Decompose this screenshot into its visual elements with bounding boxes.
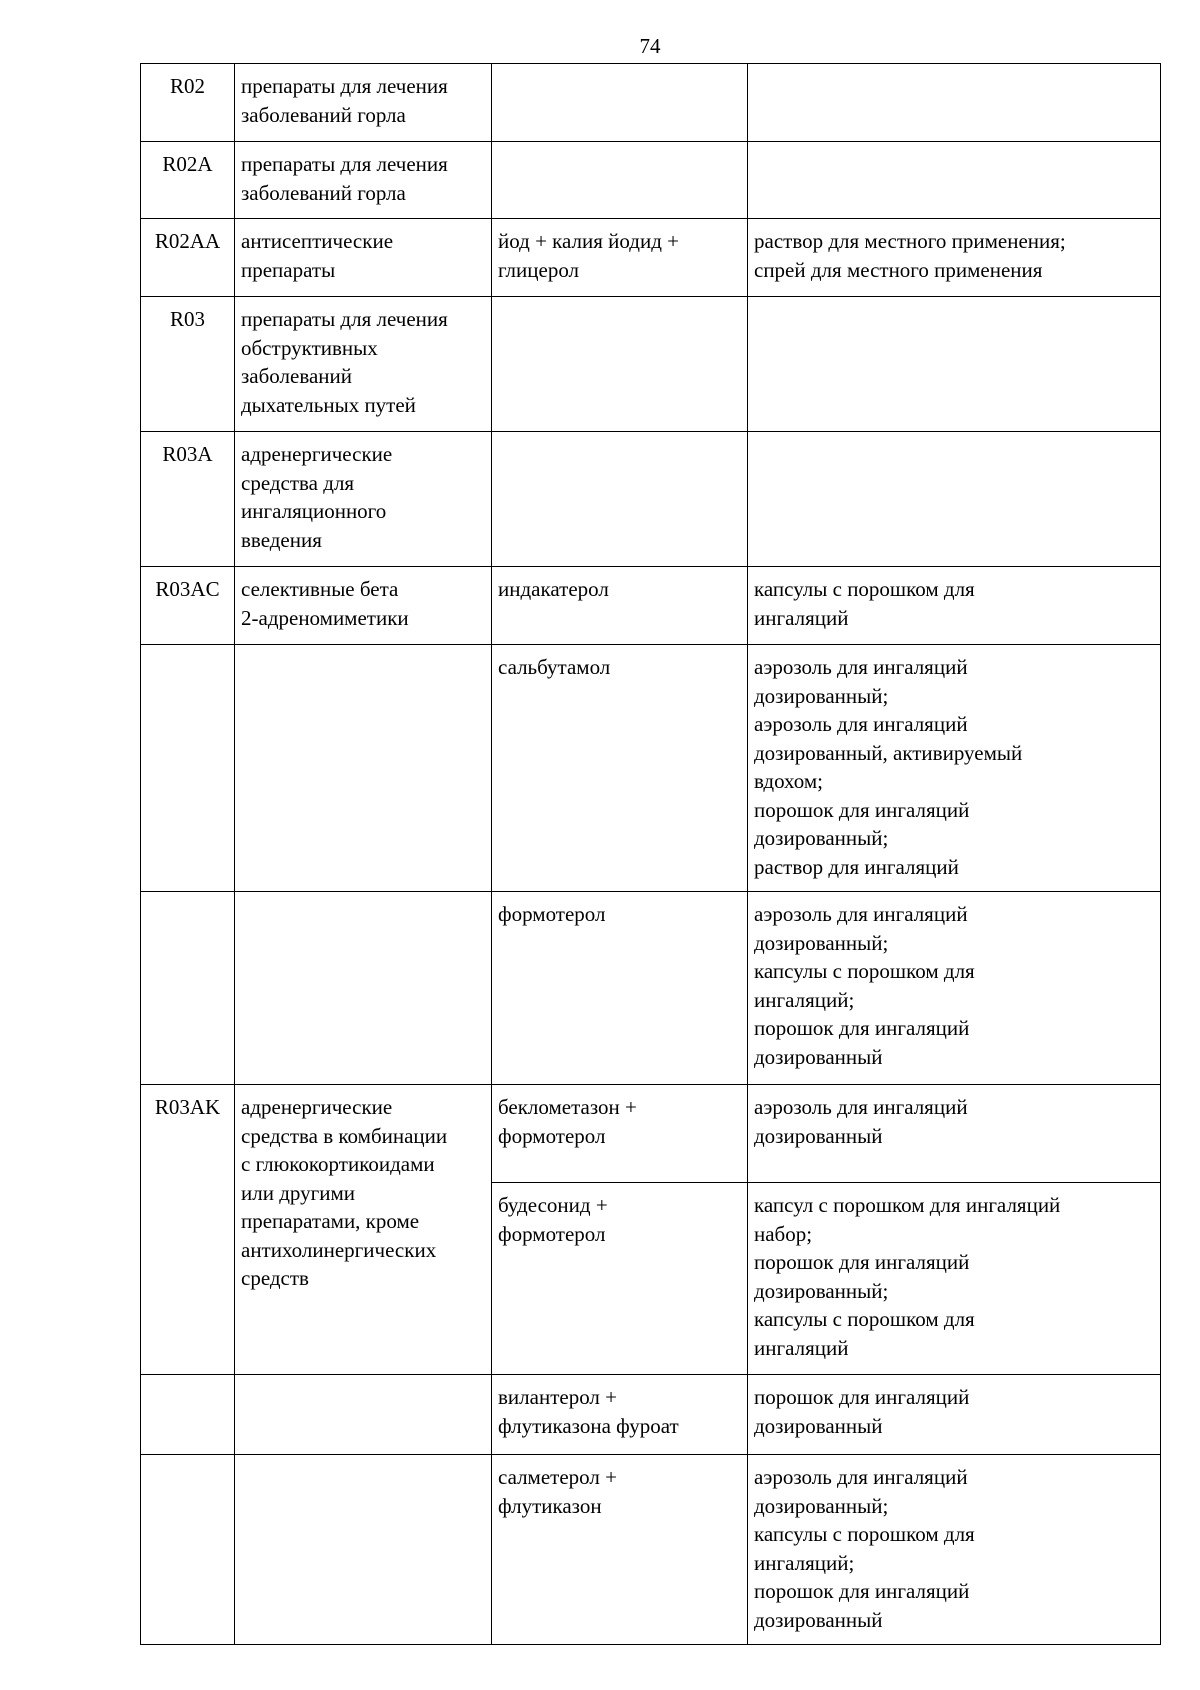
atc-code-cell: R02 — [141, 64, 235, 142]
drug-name-cell — [492, 297, 748, 432]
drug-name-cell: вилантерол + флутиказона фуроат — [492, 1375, 748, 1455]
pharmacological-group-cell: адренергические средства в комбинации с глюкокортикоидами или другими препаратами, кроме антихолинергических средств — [235, 1085, 492, 1375]
drug-name-cell — [492, 64, 748, 142]
atc-code-cell: R02AA — [141, 219, 235, 297]
pharmacological-group-cell — [235, 1375, 492, 1455]
table-row — [141, 1085, 1161, 1183]
atc-code-cell: R03AK — [141, 1085, 235, 1375]
dosage-form-cell: аэрозоль для ингаляций дозированный; капсулы с порошком для ингаляций; порошок для ингаляций дозированный — [748, 892, 1161, 1085]
pharmacological-group-cell: препараты для лечения заболеваний горла — [235, 64, 492, 142]
dosage-form-cell — [748, 64, 1161, 142]
table-row — [141, 567, 1161, 645]
drug-name-cell: салметерол + флутиказон — [492, 1455, 748, 1645]
pharmacological-group-cell: селективные бета 2-адреномиметики — [235, 567, 492, 645]
drug-table — [140, 63, 1161, 1645]
drug-name-cell: беклометазон + формотерол — [492, 1085, 748, 1183]
dosage-form-cell — [748, 297, 1161, 432]
dosage-form-cell — [748, 432, 1161, 567]
table-row — [141, 1455, 1161, 1645]
dosage-form-cell: раствор для местного применения; спрей для местного применения — [748, 219, 1161, 297]
table-row — [141, 432, 1161, 567]
dosage-form-cell: аэрозоль для ингаляций дозированный; аэрозоль для ингаляций дозированный, активируемый вдохом; порошок для ингаляций дозированный; раствор для ингаляций — [748, 645, 1161, 892]
drug-name-cell: формотерол — [492, 892, 748, 1085]
drug-name-cell: сальбутамол — [492, 645, 748, 892]
pharmacological-group-cell — [235, 645, 492, 892]
table-row — [141, 297, 1161, 432]
dosage-form-cell: порошок для ингаляций дозированный — [748, 1375, 1161, 1455]
table-row — [141, 64, 1161, 142]
dosage-form-cell: капсулы с порошком для ингаляций — [748, 567, 1161, 645]
pharmacological-group-cell — [235, 1455, 492, 1645]
atc-code-cell: R02A — [141, 142, 235, 219]
drug-name-cell: индакатерол — [492, 567, 748, 645]
atc-code-cell — [141, 645, 235, 892]
atc-code-cell: R03AC — [141, 567, 235, 645]
drug-name-cell: будесонид + формотерол — [492, 1183, 748, 1375]
drug-name-cell — [492, 142, 748, 219]
atc-code-cell: R03A — [141, 432, 235, 567]
atc-code-cell — [141, 892, 235, 1085]
table-row — [141, 219, 1161, 297]
atc-code-cell — [141, 1455, 235, 1645]
atc-code-cell: R03 — [141, 297, 235, 432]
table-row — [141, 645, 1161, 892]
pharmacological-group-cell: препараты для лечения обструктивных заболеваний дыхательных путей — [235, 297, 492, 432]
table-row — [141, 892, 1161, 1085]
drug-name-cell: йод + калия йодид + глицерол — [492, 219, 748, 297]
dosage-form-cell: капсул с порошком для ингаляций набор; порошок для ингаляций дозированный; капсулы с порошком для ингаляций — [748, 1183, 1161, 1375]
atc-code-cell — [141, 1375, 235, 1455]
dosage-form-cell: аэрозоль для ингаляций дозированный; капсулы с порошком для ингаляций; порошок для ингаляций дозированный — [748, 1455, 1161, 1645]
table-row — [141, 1375, 1161, 1455]
drug-name-cell — [492, 432, 748, 567]
dosage-form-cell — [748, 142, 1161, 219]
pharmacological-group-cell: антисептические препараты — [235, 219, 492, 297]
pharmacological-group-cell — [235, 892, 492, 1085]
table-row — [141, 142, 1161, 219]
pharmacological-group-cell: препараты для лечения заболеваний горла — [235, 142, 492, 219]
page-number: 74 — [639, 34, 661, 58]
pharmacological-group-cell: адренергические средства для ингаляционного введения — [235, 432, 492, 567]
dosage-form-cell: аэрозоль для ингаляций дозированный — [748, 1085, 1161, 1183]
